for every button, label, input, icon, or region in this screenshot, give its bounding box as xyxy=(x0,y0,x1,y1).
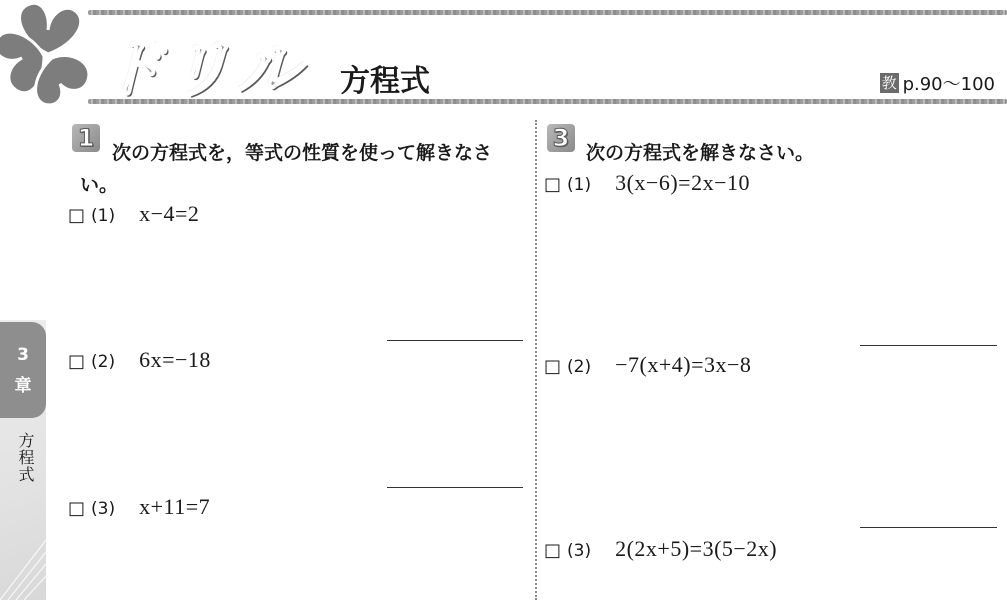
textbook-reference xyxy=(880,70,995,96)
problem-equation: −7(x+4)=3x−8 xyxy=(615,352,752,377)
chapter-tab xyxy=(0,322,46,418)
answer-line-3-2[interactable] xyxy=(860,527,997,528)
problem-equation: x+11=7 xyxy=(139,494,211,519)
problem-equation: 2(2x+5)=3(5−2x) xyxy=(615,536,778,561)
clover-logo-icon xyxy=(0,0,96,110)
problem-equation: 6x=−18 xyxy=(139,347,211,372)
side-topic: 方程式 xyxy=(16,432,35,483)
answer-line-3-1[interactable] xyxy=(860,345,997,346)
side-decoration xyxy=(0,520,46,600)
problem-label: (3) xyxy=(91,499,116,519)
checkbox-icon[interactable]: □ xyxy=(544,540,562,561)
problem-label: (2) xyxy=(91,352,116,372)
checkbox-icon[interactable]: □ xyxy=(68,205,86,226)
section3-instruction: 次の方程式を解きなさい。 xyxy=(586,142,815,164)
problem-label: (2) xyxy=(567,357,592,377)
header-top-rule xyxy=(88,10,1007,15)
problem-3-1 xyxy=(544,170,750,196)
problem-label: (3) xyxy=(567,541,592,561)
answer-line-1-1[interactable] xyxy=(387,340,523,341)
checkbox-icon[interactable]: □ xyxy=(68,351,86,372)
checkbox-icon[interactable]: □ xyxy=(544,356,562,377)
problem-1-2 xyxy=(68,347,211,373)
problem-label: (1) xyxy=(91,206,116,226)
problem-1-3 xyxy=(68,494,210,520)
column-divider xyxy=(535,120,537,600)
section1-instruction-line2: い。 xyxy=(80,174,119,196)
section3-number: 3 xyxy=(547,124,575,152)
section1-instruction-line1: 次の方程式を，等式の性質を使って解きなさ xyxy=(112,142,493,164)
checkbox-icon[interactable]: □ xyxy=(544,174,562,195)
page-subject: 方程式 xyxy=(340,64,430,99)
problem-3-3 xyxy=(544,536,777,562)
problem-equation: x−4=2 xyxy=(139,201,200,226)
problem-3-2 xyxy=(544,352,751,378)
textbook-badge: 教 xyxy=(881,74,897,92)
checkbox-icon[interactable]: □ xyxy=(68,498,86,519)
section1-number: 1 xyxy=(72,124,100,152)
chapter-label: 章 xyxy=(14,375,32,396)
problem-equation: 3(x−6)=2x−10 xyxy=(615,170,750,195)
problem-label: (1) xyxy=(567,175,592,195)
textbook-pages: p.90～100 xyxy=(902,74,995,95)
drill-title: ドリル xyxy=(100,33,304,107)
chapter-number: 3 xyxy=(17,344,29,365)
answer-line-1-2[interactable] xyxy=(387,487,523,488)
problem-1-1 xyxy=(68,201,199,227)
